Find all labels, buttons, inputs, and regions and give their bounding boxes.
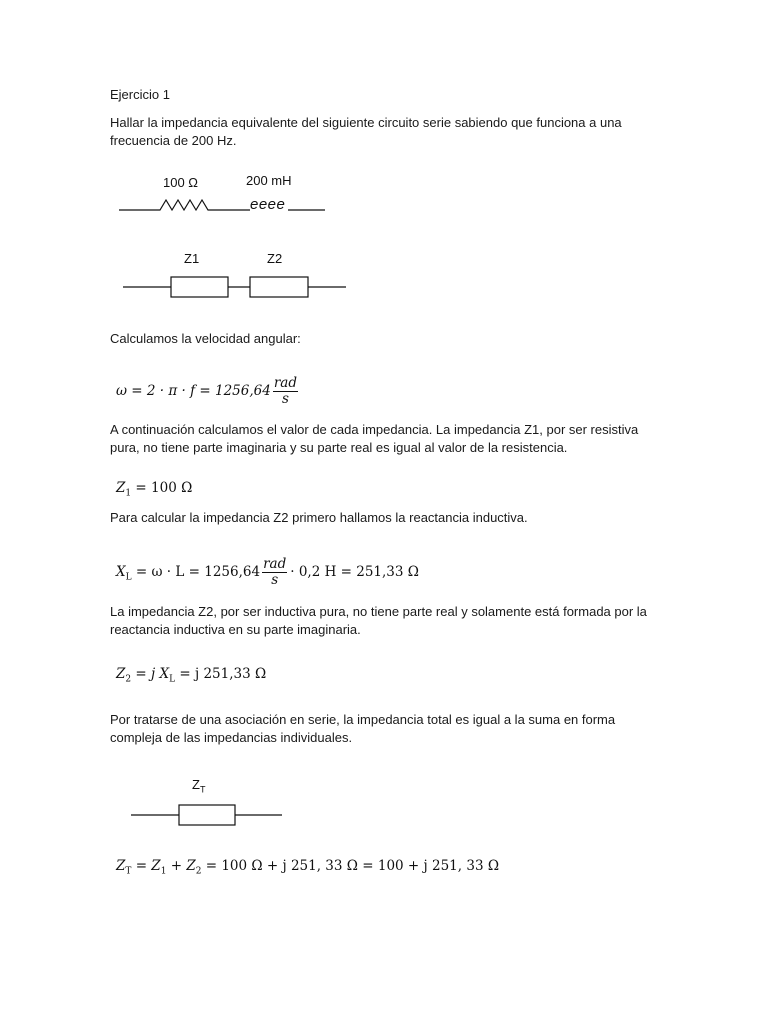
- resistor-zigzag-icon: [119, 200, 250, 210]
- problem-statement: Hallar la impedancia equivalente del siguiente circuito serie sabiendo que funciona a una frecuencia de 200 Hz.: [110, 115, 622, 148]
- z2-symbol: Z: [116, 666, 126, 682]
- z2-box: [250, 277, 308, 297]
- z1-box: [171, 277, 228, 297]
- xl-equation: [116, 557, 419, 588]
- zt-equation: [116, 858, 499, 877]
- zt-z1-subscript: 1: [160, 866, 167, 877]
- exercise-title: Ejercicio 1: [110, 87, 170, 102]
- z2-xl-subscript: L: [169, 674, 176, 685]
- zt-z1: = Z: [131, 858, 161, 874]
- omega-lhs: ω = 2 · π · f = 1256,64: [116, 383, 271, 399]
- zt-subscript: T: [125, 866, 132, 877]
- resistor-label: 100 Ω: [163, 175, 199, 190]
- xl-value: · 0,2 H = 251,33 Ω: [290, 564, 419, 580]
- total-impedance-text: Por tratarse de una asociación en serie, la impedancia total es igual a la suma en forma compleja de las impedancias individuales.: [110, 712, 616, 745]
- z2-value: = j 251,33 Ω: [175, 666, 267, 682]
- inductor-label: 200 mH: [246, 173, 292, 188]
- xl-subscript: L: [125, 572, 132, 583]
- z2-mid: = j X: [131, 666, 170, 682]
- zt-z2-subscript: 2: [195, 866, 202, 877]
- z1-explanation: A continuación calculamos el valor de cada impedancia. La impedancia Z1, por ser resistiva pura, no tiene parte imaginaria y su parte real es igual al valor de la resistencia.: [110, 422, 639, 455]
- z1-symbol: Z: [116, 480, 126, 496]
- omega-unit-den: s: [281, 391, 289, 407]
- z1-subscript: 1: [125, 488, 132, 499]
- xl-intro-text: Para calcular la impedancia Z2 primero hallamos la reactancia inductiva.: [110, 510, 528, 525]
- zt-z2: + Z: [166, 858, 196, 874]
- z2-explanation: La impedancia Z2, por ser inductiva pura, no tiene parte real y solamente está formada por la reactancia inductiva en su parte imaginaria.: [110, 604, 647, 637]
- xl-mid: = ω · L = 1256,64: [131, 564, 261, 580]
- xl-unit-den: s: [271, 572, 279, 588]
- zt-symbol: Z: [116, 858, 126, 874]
- z2-equation: [116, 666, 266, 685]
- omega-equation: [116, 376, 301, 407]
- xl-unit-num: rad: [263, 556, 287, 572]
- zt-label-subscript: T: [199, 784, 206, 795]
- z2-subscript: 2: [125, 674, 132, 685]
- inductor-coil-icon: eeee: [250, 196, 286, 213]
- z2-label: Z2: [267, 251, 283, 266]
- zt-label: [192, 777, 205, 795]
- z1-equation: [116, 480, 192, 499]
- xl-symbol: X: [116, 564, 126, 580]
- z1-label: Z1: [184, 251, 200, 266]
- angular-velocity-text: Calculamos la velocidad angular:: [110, 331, 301, 346]
- zt-label-symbol: Z: [192, 777, 200, 792]
- zt-value: = 100 Ω + j 251, 33 Ω = 100 + j 251, 33 Ω: [201, 858, 500, 874]
- z1-value: = 100 Ω: [131, 480, 193, 496]
- zt-box: [179, 805, 235, 825]
- omega-unit-num: rad: [273, 375, 297, 391]
